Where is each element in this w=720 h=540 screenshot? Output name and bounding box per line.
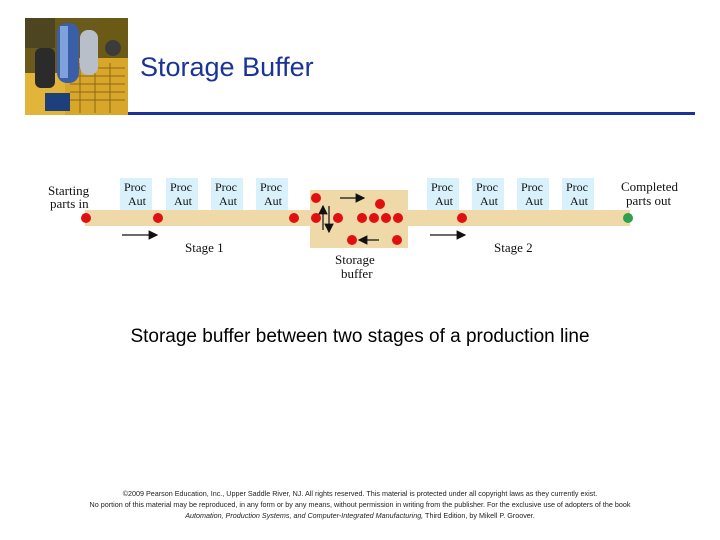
- station-label-bottom: Aut: [174, 194, 192, 208]
- stage1-station: [120, 178, 152, 210]
- station-label-bottom: Aut: [435, 194, 453, 208]
- stage1-station: [166, 178, 198, 210]
- buffer-part: [311, 213, 321, 223]
- buffer-label-line2: buffer: [341, 266, 373, 281]
- footer-line3: [0, 510, 720, 521]
- stage1-label: Stage 1: [185, 240, 224, 255]
- station-label-bottom: Aut: [264, 194, 282, 208]
- station-label-bottom: Aut: [525, 194, 543, 208]
- stage2-label: Stage 2: [494, 240, 533, 255]
- footer-line2: No portion of this material may be reproduced, in any form or by any means, without permission in writing from the publisher. For the exclusive use of adopters of the book: [89, 500, 631, 509]
- buffer-label-line1: Storage: [335, 252, 375, 267]
- footer-line3-rest: Third Edition, by Mikell P. Groover.: [423, 511, 535, 520]
- buffer-part: [381, 213, 391, 223]
- station-label-top: Proc: [170, 180, 192, 194]
- buffer-part: [392, 235, 402, 245]
- station-label-top: Proc: [260, 180, 282, 194]
- stage2-station: [517, 178, 549, 210]
- part-stage1: [289, 213, 299, 223]
- output-label-line1: Completed: [621, 179, 679, 194]
- part-stage2: [457, 213, 467, 223]
- buffer-part: [347, 235, 357, 245]
- station-label-bottom: Aut: [480, 194, 498, 208]
- buffer-part: [333, 213, 343, 223]
- station-label-top: Proc: [476, 180, 498, 194]
- stage1-station: [211, 178, 243, 210]
- station-label-top: Proc: [566, 180, 588, 194]
- buffer-part: [311, 193, 321, 203]
- buffer-part: [357, 213, 367, 223]
- station-label-bottom: Aut: [570, 194, 588, 208]
- title-divider: [128, 112, 695, 115]
- stage2-conveyor: [408, 210, 630, 226]
- input-label-line1: Starting: [48, 183, 90, 198]
- part-completed: [623, 213, 633, 223]
- output-label-line2: parts out: [626, 193, 672, 208]
- stage1-station: [256, 178, 288, 210]
- station-label-bottom: Aut: [128, 194, 146, 208]
- book-title: Automation, Production Systems, and Computer-Integrated Manufacturing,: [185, 511, 424, 520]
- slide-title: Storage Buffer: [140, 52, 314, 82]
- stage2-station: [562, 178, 594, 210]
- stage2-station: [472, 178, 504, 210]
- part-starting: [81, 213, 91, 223]
- station-label-top: Proc: [431, 180, 453, 194]
- station-label-bottom: Aut: [219, 194, 237, 208]
- footer-line1: ©2009 Pearson Education, Inc., Upper Saddle River, NJ. All rights reserved. This material is protected under all copyright laws as they currently exist.: [122, 489, 598, 498]
- input-label-line2: parts in: [50, 196, 89, 211]
- copyright-footer: [0, 488, 720, 521]
- production-line-diagram: [40, 170, 700, 290]
- stage2-station: [427, 178, 459, 210]
- header-photo: [25, 18, 128, 115]
- buffer-part: [375, 199, 385, 209]
- buffer-part: [393, 213, 403, 223]
- station-label-top: Proc: [521, 180, 543, 194]
- station-label-top: Proc: [124, 180, 146, 194]
- part-stage1: [153, 213, 163, 223]
- buffer-part: [369, 213, 379, 223]
- station-label-top: Proc: [215, 180, 237, 194]
- figure-caption: Storage buffer between two stages of a production line: [130, 326, 590, 347]
- stage1-conveyor: [85, 210, 310, 226]
